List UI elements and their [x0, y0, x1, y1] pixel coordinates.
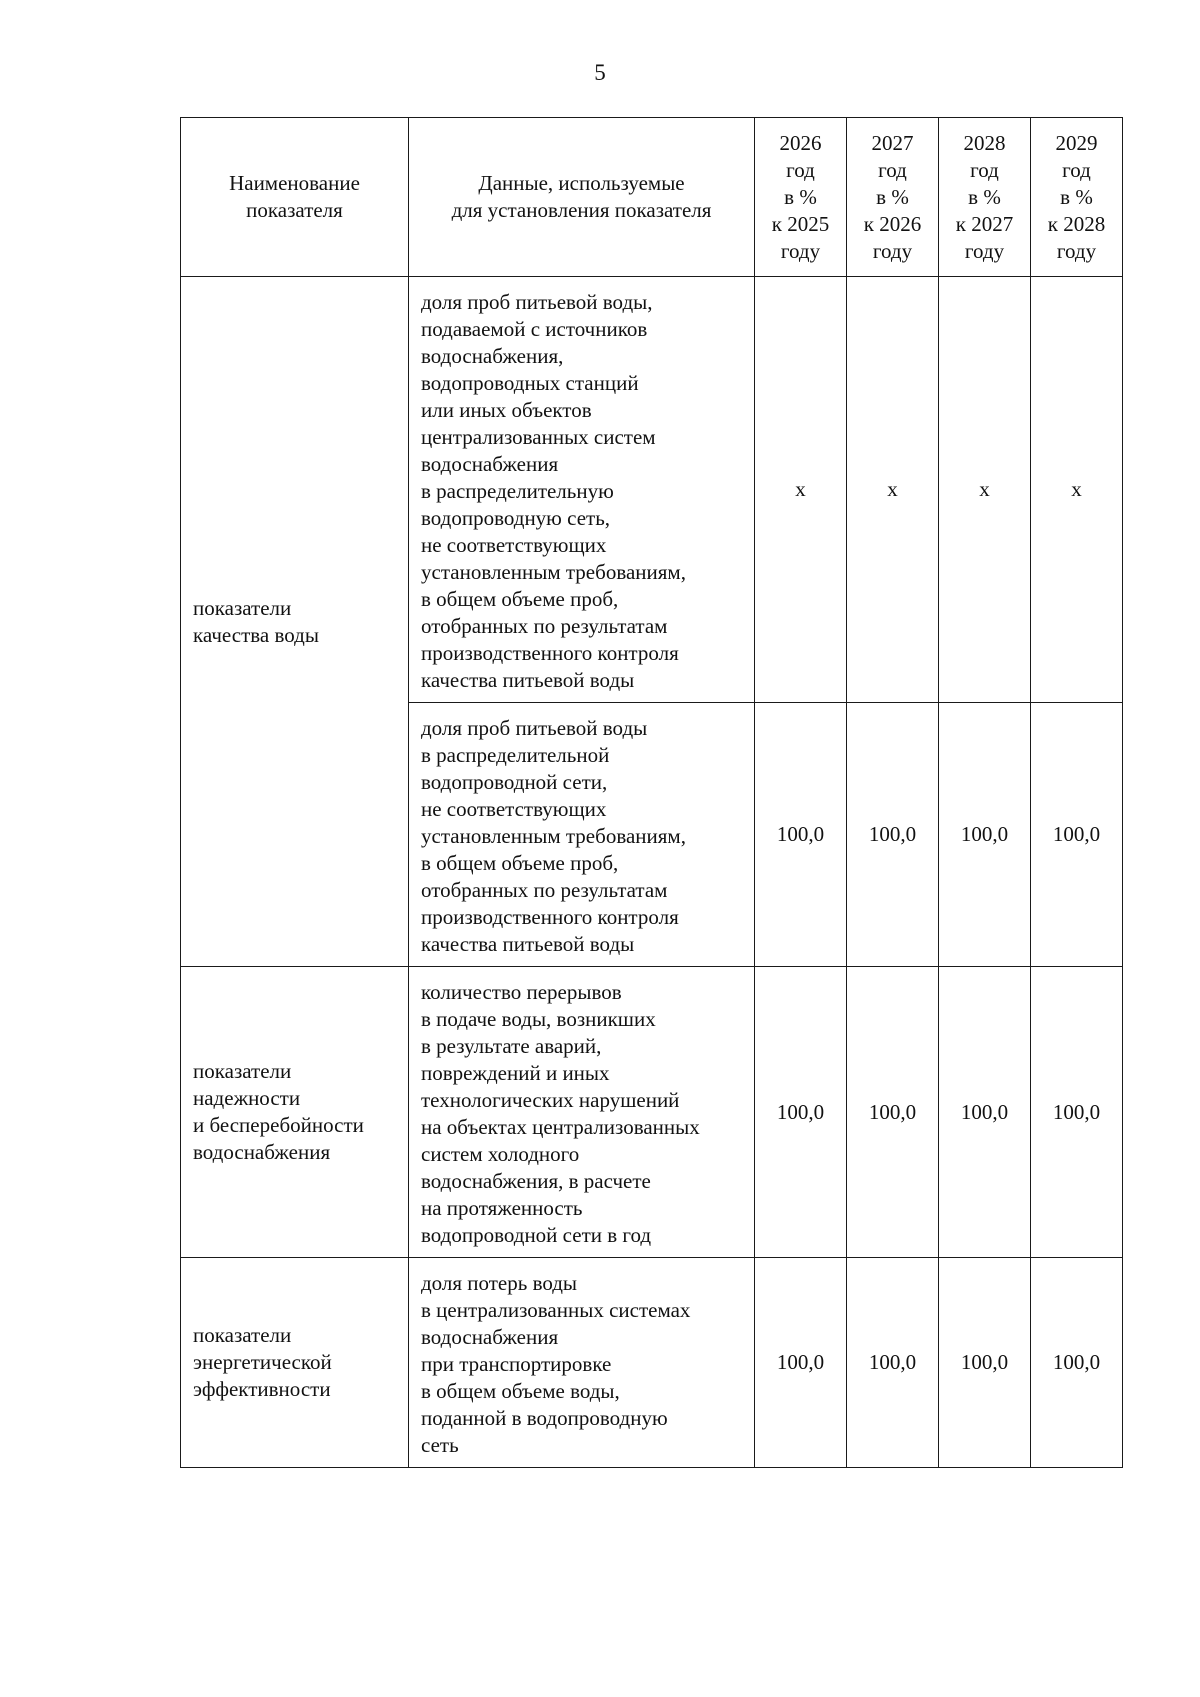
indicator-group-name-line: энергетической — [193, 1350, 332, 1374]
header-indicator-name: Наименование показателя — [181, 118, 409, 277]
indicator-data-line: в общем объеме воды, — [421, 1379, 620, 1403]
indicator-group-name-line: надежности — [193, 1086, 301, 1110]
indicator-data-line: доля проб питьевой воды — [421, 716, 648, 740]
indicator-data-line: отобранных по результатам — [421, 878, 668, 902]
page-number: 5 — [594, 60, 606, 85]
indicator-data-line: подаваемой с источников — [421, 317, 648, 341]
header-line: к 2026 — [863, 211, 922, 236]
indicator-data-line: технологических нарушений — [421, 1088, 680, 1112]
header-line: в % — [1060, 184, 1093, 209]
table-header-row — [181, 118, 1123, 277]
indicator-data-line: не соответствующих — [421, 533, 607, 557]
indicator-group-name-line: водоснабжения — [193, 1140, 331, 1164]
indicator-data-line: водоснабжения — [421, 452, 559, 476]
indicator-data-line: сеть — [421, 1433, 459, 1457]
header-line: для установления показателя — [451, 198, 712, 222]
indicator-data-line: повреждений и иных — [421, 1061, 610, 1085]
header-line: Данные, используемые — [478, 171, 685, 195]
indicator-data-description — [409, 703, 755, 967]
indicator-value-cell: 100,0 — [847, 703, 939, 967]
indicator-value-cell: 100,0 — [755, 1258, 847, 1468]
header-line: году — [1056, 238, 1097, 263]
header-line: в % — [784, 184, 817, 209]
indicator-value-cell: х — [1031, 277, 1123, 703]
indicator-value-cell: 100,0 — [939, 703, 1031, 967]
indicator-data-line: централизованных систем — [421, 425, 656, 449]
indicator-data-line: на объектах централизованных — [421, 1115, 700, 1139]
header-line: к 2027 — [955, 211, 1014, 236]
indicator-data-line: доля потерь воды — [421, 1271, 578, 1295]
indicator-group-name — [181, 967, 409, 1258]
indicator-data-line: производственного контроля — [421, 905, 679, 929]
indicator-group-name-line: показатели — [193, 595, 292, 620]
indicator-data-line: установленным требованиям, — [421, 560, 686, 584]
header-line: 2029 — [1055, 130, 1098, 155]
indicator-data-line: водоснабжения, — [421, 344, 564, 368]
indicator-data-line: водопроводную сеть, — [421, 506, 611, 530]
indicator-value-cell: 100,0 — [847, 967, 939, 1258]
indicator-data-line: в общем объеме проб, — [421, 851, 619, 875]
header-line: год — [970, 157, 999, 182]
header-line: к 2025 — [771, 211, 830, 236]
header-year-2029 — [1031, 118, 1123, 277]
table-body — [181, 277, 1123, 1468]
indicator-data-line: водоснабжения — [421, 1325, 559, 1349]
indicator-group-name-line: качества воды — [193, 622, 319, 647]
table-row — [181, 967, 1123, 1258]
indicator-group-name-line: и бесперебойности — [193, 1113, 364, 1137]
header-year-2026 — [755, 118, 847, 277]
header-line: в % — [968, 184, 1001, 209]
indicator-data-line: при транспортировке — [421, 1352, 612, 1376]
indicator-data-line: качества питьевой воды — [421, 932, 635, 956]
header-line: год — [1062, 157, 1091, 182]
indicator-value-cell: 100,0 — [1031, 1258, 1123, 1468]
header-year-2028 — [939, 118, 1031, 277]
indicator-data-line: на протяженность — [421, 1196, 583, 1220]
header-line: году — [780, 238, 821, 263]
indicator-data-line: в распределительной — [421, 743, 610, 767]
indicator-data-line: установленным требованиям, — [421, 824, 686, 848]
header-line: 2027 — [871, 130, 914, 155]
indicator-data-line: в общем объеме проб, — [421, 587, 619, 611]
header-line: 2026 — [779, 130, 822, 155]
indicator-group-name-line: показатели — [193, 1059, 292, 1083]
indicator-data-line: в подаче воды, возникших — [421, 1007, 656, 1031]
indicators-table — [180, 117, 1123, 1468]
indicator-group-name-line: эффективности — [193, 1377, 331, 1401]
indicator-data-line: отобранных по результатам — [421, 614, 668, 638]
indicator-data-line: поданной в водопроводную — [421, 1406, 668, 1430]
indicator-group-name-line: показатели — [193, 1323, 292, 1347]
indicator-data-line: количество перерывов — [421, 980, 622, 1004]
header-year-2027 — [847, 118, 939, 277]
header-line: в % — [876, 184, 909, 209]
indicator-data-description — [409, 277, 755, 703]
indicator-value-cell: 100,0 — [847, 1258, 939, 1468]
indicator-value-cell: х — [847, 277, 939, 703]
indicator-data-line: систем холодного — [421, 1142, 580, 1166]
indicator-value-cell: х — [939, 277, 1031, 703]
indicator-value-cell: 100,0 — [755, 703, 847, 967]
indicator-data-line: производственного контроля — [421, 641, 679, 665]
indicator-data-line: в результате аварий, — [421, 1034, 602, 1058]
indicator-value-cell: 100,0 — [939, 967, 1031, 1258]
header-line: год — [878, 157, 907, 182]
header-line: год — [786, 157, 815, 182]
indicator-value-cell: 100,0 — [939, 1258, 1031, 1468]
indicator-group-name — [181, 277, 409, 967]
indicator-data-description — [409, 967, 755, 1258]
indicator-data-line: водоснабжения, в расчете — [421, 1169, 651, 1193]
indicator-data-line: не соответствующих — [421, 797, 607, 821]
indicator-data-line: водопроводной сети, — [421, 770, 608, 794]
table-row — [181, 1258, 1123, 1468]
indicator-data-line: в распределительную — [421, 479, 614, 503]
header-line: году — [964, 238, 1005, 263]
table-row — [181, 277, 1123, 703]
header-line: 2028 — [963, 130, 1006, 155]
indicator-group-name — [181, 1258, 409, 1468]
indicator-value-cell: х — [755, 277, 847, 703]
indicator-value-cell: 100,0 — [755, 967, 847, 1258]
indicator-value-cell: 100,0 — [1031, 967, 1123, 1258]
indicator-data-description — [409, 1258, 755, 1468]
indicator-data-line: или иных объектов — [421, 398, 592, 422]
header-line: году — [872, 238, 913, 263]
indicator-data-line: водопроводной сети в год — [421, 1223, 652, 1247]
indicator-value-cell: 100,0 — [1031, 703, 1123, 967]
indicator-data-line: доля проб питьевой воды, — [421, 290, 653, 314]
indicator-data-line: качества питьевой воды — [421, 668, 635, 692]
header-indicator-data — [409, 118, 755, 277]
indicator-data-line: в централизованных системах — [421, 1298, 691, 1322]
header-line: к 2028 — [1047, 211, 1106, 236]
indicator-data-line: водопроводных станций — [421, 371, 639, 395]
